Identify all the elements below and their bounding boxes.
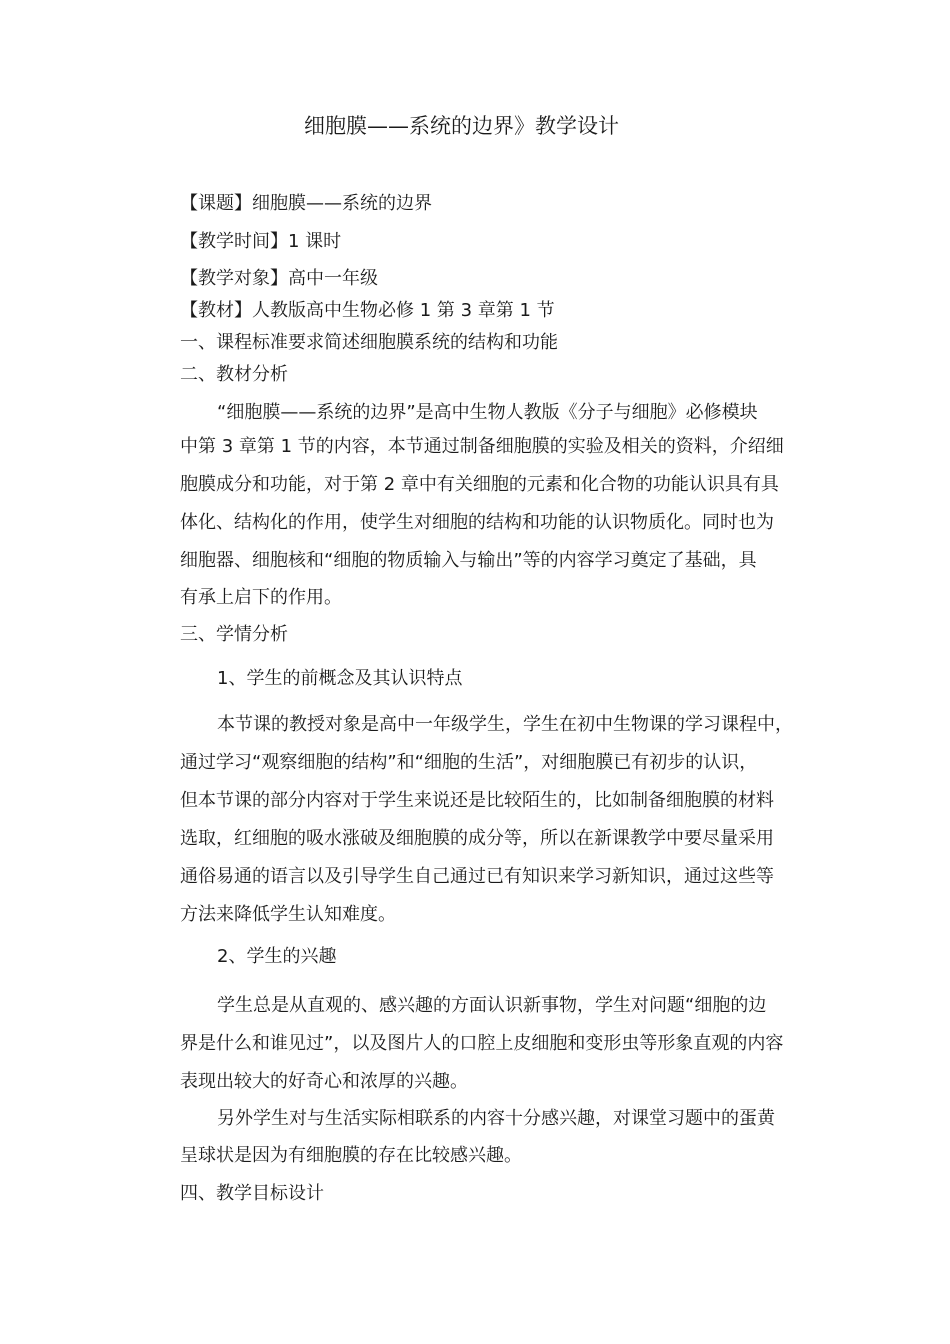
paragraph-line: 界是什么和谁见过”，以及图片人的口腔上皮细胞和变形虫等形象直观的内容 <box>180 1033 784 1054</box>
subsection-heading-1: 1、学生的前概念及其认识特点 <box>217 668 463 689</box>
meta-time: 【教学时间】1 课时 <box>180 231 342 252</box>
paragraph-line: 细胞器、细胞核和“细胞的物质输入与输出”等的内容学习奠定了基础，具 <box>180 550 757 571</box>
paragraph-line: 通俗易通的语言以及引导学生自己通过已有知识来学习新知识，通过这些等 <box>180 866 774 887</box>
subsection-heading-2: 2、学生的兴趣 <box>217 946 337 967</box>
meta-audience: 【教学对象】高中一年级 <box>180 268 378 289</box>
document-title: 细胞膜——系统的边界》教学设计 <box>304 114 619 138</box>
paragraph-line: 通过学习“观察细胞的结构”和“细胞的生活”，对细胞膜已有初步的认识， <box>180 752 758 773</box>
paragraph-line: 本节课的教授对象是高中一年级学生，学生在初中生物课的学习课程中， <box>217 714 793 735</box>
paragraph-line: 表现出较大的好奇心和浓厚的兴趣。 <box>180 1071 468 1092</box>
section-heading-4: 四、教学目标设计 <box>180 1183 324 1204</box>
paragraph-line: 有承上启下的作用。 <box>180 587 342 608</box>
paragraph-line: 呈球状是因为有细胞膜的存在比较感兴趣。 <box>180 1145 522 1166</box>
paragraph-line: 另外学生对与生活实际相联系的内容十分感兴趣，对课堂习题中的蛋黄 <box>217 1108 775 1129</box>
paragraph-line: “细胞膜——系统的边界”是高中生物人教版《分子与细胞》必修模块 <box>217 402 758 423</box>
paragraph-line: 中第 3 章第 1 节的内容，本节通过制备细胞膜的实验及相关的资料，介绍细 <box>180 436 784 457</box>
paragraph-line: 但本节课的部分内容对于学生来说还是比较陌生的，比如制备细胞膜的材料 <box>180 790 774 811</box>
paragraph-line: 胞膜成分和功能，对于第 2 章中有关细胞的元素和化合物的功能认识具有具 <box>180 474 779 495</box>
paragraph-line: 体化、结构化的作用，使学生对细胞的结构和功能的认识物质化。同时也为 <box>180 512 774 533</box>
meta-textbook: 【教材】人教版高中生物必修 1 第 3 章第 1 节 <box>180 300 555 321</box>
section-heading-1: 一、课程标准要求简述细胞膜系统的结构和功能 <box>180 332 558 353</box>
section-heading-2: 二、教材分析 <box>180 364 288 385</box>
paragraph-line: 学生总是从直观的、感兴趣的方面认识新事物，学生对问题“细胞的边 <box>217 995 767 1016</box>
section-heading-3: 三、学情分析 <box>180 624 288 645</box>
paragraph-line: 方法来降低学生认知难度。 <box>180 904 396 925</box>
meta-topic: 【课题】细胞膜——系统的边界 <box>180 193 432 214</box>
paragraph-line: 选取，红细胞的吸水涨破及细胞膜的成分等，所以在新课教学中要尽量采用 <box>180 828 774 849</box>
